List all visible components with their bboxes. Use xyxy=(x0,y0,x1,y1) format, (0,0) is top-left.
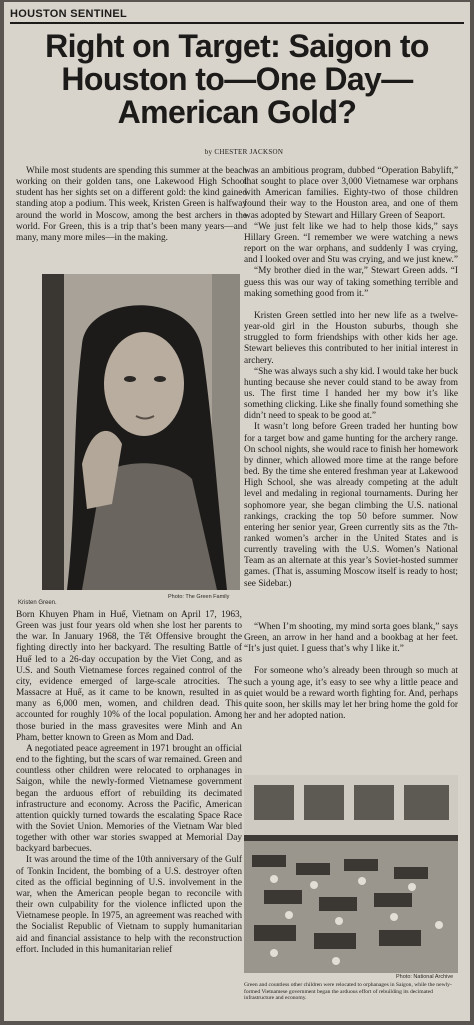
newspaper-page xyxy=(4,2,470,1021)
article-left-column xyxy=(16,610,242,956)
photo-caption: Kristen Green. xyxy=(18,600,57,606)
masthead: HOUSTON SENTINEL xyxy=(10,8,464,24)
headline: Right on Target: Saigon to Houston to—One Day—American Gold? xyxy=(45,28,429,130)
paragraph: “She was always such a shy kid. I would take her buck hunting because she never could stand to be away from us. The first time I handed her my bow it’s like something clicking. Like she finally found something she didn’t need to speak to be good at.” xyxy=(244,366,458,422)
paragraph: was an ambitious program, dubbed “Operation Babylift,” that sought to place over 3,000 Vietnamese war orphans with American families. Eighty-two of those children found their way to the Houston area, and one of them was adopted by Stewart and Hillary Green of Seaport. xyxy=(244,166,458,221)
paragraph: Born Khuyen Pham in Huế, Vietnam on April 17, 1963, Green was just four years old when she lost her parents to the war. In January 1968, the Tết Offensive brought the fighting directly into her backyard. The resulting Battle of Huế led to a 26-day occupation by the Viet Cong, and as U.S. and South Vietnamese forces regained control of the city, evidence emerged of large-scale atrocities. The Massacre at Huế, as it came to be known, resulted in as many as 6,000 men, women, and children dead. This accounted for roughly 10% of the local population. Among those buried in the mass gravesites were Minh and An Pham, better known to Green as Mom and Dad. xyxy=(16,610,242,743)
orphanage-photo xyxy=(244,775,458,973)
paragraph: While most students are spending this summer at the beach working on their golden tans, one Lakewood High School student has her sights set on a different gold: the kind gained standing atop a podium. This week, Kristen Green is halfway around the world in Moscow, among the best archers in the world. For Green, this is a trip that’s been many years—and many, many more miles—in the making. xyxy=(16,166,247,243)
article-closing-column xyxy=(244,622,458,722)
photo-caption: Green and countless other children were relocated to orphanages in Saigon, while the newly-formed Vietnamese government began the arduous effort of rebuilding its decimated infrastructure and economy. xyxy=(244,982,452,1001)
paragraph: For someone who’s already been through so much at such a young age, it’s easy to see why a little peace and quiet would be a reward worth fighting for. And, perhaps quite soon, her skills may let her bring home the gold for her and her adopted nation. xyxy=(244,666,458,722)
paragraph: “When I’m shooting, my mind sorta goes blank,” says Green, an arrow in her hand and a bookbag at her feet. “It’s just quiet. I guess that’s why I like it.” xyxy=(244,622,458,655)
paragraph: Kristen Green settled into her new life as a twelve-year-old girl in the Houston suburbs, though she struggled to form friendships with other kids her age. Stewart believes this contributed to her initial interest in archery. xyxy=(244,310,458,366)
portrait-photo xyxy=(42,274,240,590)
paragraph: It was around the time of the 10th anniversary of the Gulf of Tonkin Incident, the bombing of a U.S. destroyer often cited as the official beginning of U.S. involvement in the war, when the American people began to reconcile with their own culpability for the violence inflicted upon the Vietnamese people. In 1975, an agreement was reached with the Socialist Republic of Vietnam to supply humanitarian aid and financial assistance to help with the reconstruction effort. Included in this humanitarian relief xyxy=(16,855,242,955)
byline: by CHESTER JACKSON xyxy=(204,148,284,156)
photo-credit: Photo: National Archive xyxy=(396,974,454,980)
photo-credit: Photo: The Green Family xyxy=(168,594,230,600)
article-intro-column xyxy=(16,166,247,244)
paragraph: It wasn’t long before Green traded her hunting bow for a target bow and game hunting for the archery range. On school nights, she would race to finish her homework by dinner, which allowed more time at the range before bed. By the time she entered freshman year at Lakewood High School, she was already competing at the adult level and medaling in regional tournaments. During her sophomore year, she began climbing the U.S. national rankings, cracking the top 50 before summer. Now entering her senior year, Green currently sits as the 7th-ranked women’s archer in the United States and is currently traveling with the U.S. Women’s National Team as an alternate at this year’s Soviet-hosted summer games. (That is, assuming Moscow itself is ready to host; see Sidebar.) xyxy=(244,422,458,589)
paragraph: “My brother died in the war,” Stewart Green adds. “I guess this was our way of taking something terrible and making something good from it.” xyxy=(244,266,458,299)
paragraph: “We just felt like we had to help those kids,” says Hillary Green. “I remember we were watching a news report on the war orphans, and suddenly I was crying, and I looked over and Stu was crying, and we just knew.” xyxy=(244,221,458,266)
paragraph: A negotiated peace agreement in 1971 brought an official end to the fighting, but the scars of war remained. Green and countless other children were relocated to orphanages in Saigon, while the newly-formed Vietnamese government began the arduous effort of rebuilding its decimated infrastructure and economy. Across the Pacific, American attention quickly turned towards the escalating Space Race with the Soviet Union. Memories of the Vietnam War bled together with other war stories swapped at Memorial Day backyard barbecues. xyxy=(16,743,242,855)
article-right-column xyxy=(244,166,458,590)
